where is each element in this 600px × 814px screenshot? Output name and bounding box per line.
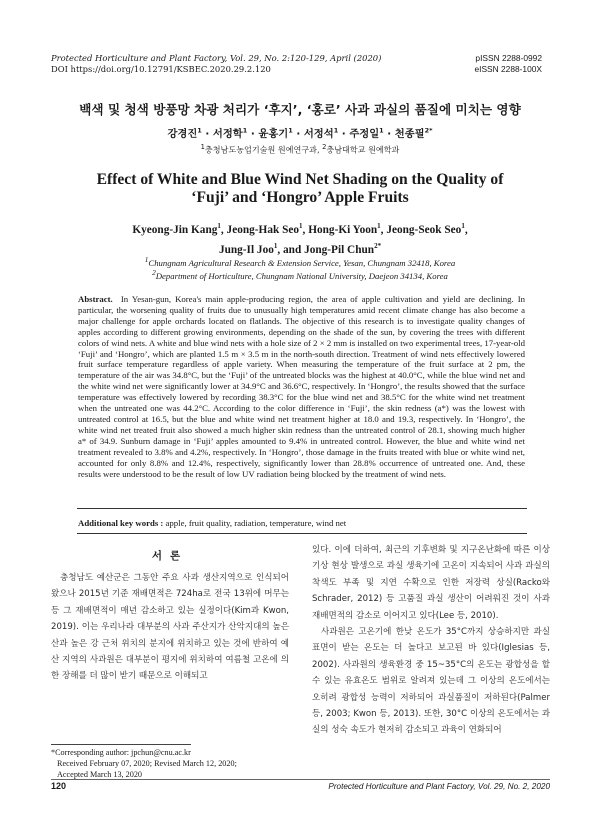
keywords-top-rule <box>77 508 527 509</box>
english-title <box>40 171 560 207</box>
author-separator: , <box>380 223 387 236</box>
korean-author-name: 강경진 <box>167 128 198 140</box>
author-separator: , <box>464 223 468 236</box>
author-affil-sup: 1 <box>377 222 381 230</box>
received-dates: Received February 07, 2020; Revised March 12, 2020; <box>57 758 237 768</box>
body-paragraph: 있다. 이에 더하여, 최근의 기후변화 및 지구온난화에 따른 이상기상 현상 발생으로 과실 생육기에 고온이 지속되어 사과 과실의 착색도 부족 및 지연 수확으로 인한 저장력 상실(Racko와 Schrader, 2012) 등 고품질 과실 생산이 어려워진 것이 사과 재배면적의 감소로 이어지고 있다(Lee 등, 2010). <box>312 545 550 621</box>
body-left-column <box>51 570 289 685</box>
body-paragraph: 사과원은 고온기에 한낮 온도가 35°C까지 상승하지만 과실 표면이 받는 온도는 더 높다고 보고된 바 있다(Iglesias 등, 2002). 사과원의 생육환경 중 15~35°C의 온도는 광합성을 할 수 있는 유효온도 범위로 알려져 있는데 그 이상의 온도에서는 오히려 광합성 능력이 저하되어 과실품질이 저하된다(Palmer 등, 2003; Kwon 등, 2013). 또한, 30°C 이상의 온도에서는 과실의 성숙 속도가 현저히 감소되고 과육이 연화되어 <box>312 627 550 736</box>
affil-sup: 2 <box>152 269 156 278</box>
footnotes <box>51 748 237 780</box>
author-affil-sup: 1 <box>379 126 384 135</box>
korean-title: 백색 및 청색 방풍망 차광 처리가 ‘후지’, ‘홍로’ 사과 과실의 품질에 미치는 영향 <box>79 102 521 117</box>
corresponding-author: *Corresponding author: jpchun@cnu.ac.kr <box>51 748 191 757</box>
author-separator: · <box>338 128 350 140</box>
author-separator: · <box>201 128 213 140</box>
english-authors <box>40 218 560 258</box>
english-author-name: Kyeong-Jin Kang <box>132 223 218 236</box>
abstract-label: Abstract. <box>78 294 113 304</box>
korean-affiliations <box>0 143 600 156</box>
english-title-line-2: ‘Fuji’ and ‘Hongro’ Apple Fruits <box>191 189 409 206</box>
affil-sup: 1 <box>200 143 205 151</box>
eissn: eISSN 2288-100X <box>474 64 542 74</box>
author-affil-sup: 1 <box>461 222 465 230</box>
author-affil-sup: 1 <box>288 126 293 135</box>
korean-affil-1: 충청남도농업기술원 원예연구과, <box>204 144 323 155</box>
korean-author-name: 서정석 <box>303 128 334 140</box>
english-author-name: Jung-Il Joo <box>218 243 274 256</box>
keywords <box>78 518 346 528</box>
footer-journal: Protected Horticulture and Plant Factory, Vol. 29, No. 2, 2020 <box>328 782 550 791</box>
abstract <box>78 294 525 479</box>
korean-author-name: 주정일 <box>349 128 380 140</box>
pissn: pISSN 2288-0992 <box>475 53 542 63</box>
keywords-label: Additional key words : <box>78 518 164 528</box>
korean-author-name: 천종필 <box>394 128 425 140</box>
author-separator: , <box>220 223 227 236</box>
english-author-name: Jong-Pil Chun <box>304 243 375 256</box>
affil-sup: 1 <box>144 256 149 264</box>
english-authors-line-1 <box>40 218 560 238</box>
author-affil-sup: 1 <box>299 222 303 230</box>
english-author-name: Hong-Ki Yoon <box>308 223 378 236</box>
author-separator: · <box>292 128 304 140</box>
author-separator: · <box>247 128 259 140</box>
korean-author-name: 서정학 <box>212 128 243 140</box>
author-affil-sup: 2* <box>424 126 433 135</box>
author-affil-sup: 1 <box>197 126 202 135</box>
issn-block <box>474 53 542 75</box>
section-title-introduction: 서론 <box>151 550 189 562</box>
abstract-text: In Yesan-gun, Korea's main apple-producing region, the area of apple cultivation and yield are declining. In particular, the worsening quality of fruits due to unusually high temperatures amid recent climate change has also become a major challenge for apple orchards located on flatlands. The objective of this research is to investigate quality changes of apples according to different growing environments, depending on the shade of the sun, by covering the trees with different colors of wind nets. A white and blue wind nets with a hole size of 2 × 2 mm is installed on two experimental trees, 17-year-old ‘Fuji’ and ‘Hongro’, which are planted 1.5 m × 3.5 m in the north-south direction. Treatment of wind nets effectively lowered fruit surface temperature regardless of apple variety. When measuring the temperature of the fruit surface at 2 pm, the temperature of the air was 34.8°C, but the ‘Fuji’ of the untreated blocks was the highest at 40.0°C, while the blue wind net and the white wind net were significantly lower at 34.9°C and 36.6°C, respectively. In ‘Hongro’, the results showed that the surface temperature was effectively lowered by recording 38.3°C for the blue wind net and 38.5°C for the white wind net treatment when the untreated one was 44.2°C. According to the color difference in ‘Fuji’, the skin redness (a*) was the lowest with untreated control at 16.5, but the blue and white wind net treatment higher at 18.0 and 19.3, respectively. In ‘Hongro’, the white wind net treated fruit also showed a much higher skin redness than the untreated control of 28.1, showing much higher a* of 34.9. Sunburn damage in ‘Fuji’ apples amounted to 9.4% in untreated control. However, the blue and white wind net treatment revealed to 3.8% and 4.2%, respectively. In ‘Hongro’, those damage in the fruits treated with blue or white wind net, accounted for only 8.8% and 12.4%, respectively, significantly lower than 28.8% occurrence of untreated one. And, these results were understood to be the result of low UV radiation being blocked by the treatment of wind nets. <box>78 294 526 479</box>
affil-sup: 2 <box>322 143 327 151</box>
korean-affil-2: 충남대학교 원예학과 <box>326 144 400 155</box>
author-affil-sup: 1 <box>217 222 221 230</box>
journal-citation: Protected Horticulture and Plant Factory, Vol. 29, No. 2:120-129, April (2020) <box>51 53 382 63</box>
doi-link[interactable]: DOI https://doi.org/10.12791/KSBEC.2020.29.2.120 <box>51 64 271 74</box>
english-affil-2 <box>40 268 560 281</box>
keywords-bottom-rule <box>77 533 527 534</box>
accepted-date: Accepted March 13, 2020 <box>57 769 143 779</box>
korean-author-name: 윤홍기 <box>258 128 289 140</box>
author-affil-sup: 1 <box>242 126 248 135</box>
english-affiliations <box>40 255 560 282</box>
author-separator: , <box>302 223 309 236</box>
author-affil-sup: 2* <box>374 241 382 250</box>
author-separator: · <box>383 128 395 140</box>
body-right-column <box>312 542 550 739</box>
author-affil-sup: 1 <box>273 241 278 250</box>
korean-authors <box>0 125 600 140</box>
keywords-text: apple, fruit quality, radiation, temperature, wind net <box>163 518 347 528</box>
body-paragraph: 충청남도 예산군은 그동안 주요 사과 생산지역으로 인식되어 왔으나 2015년 기준 재배면적은 724ha로 전국 13위에 머무는 등 그 재배면적이 매년 감소하고 있는 실정이다(Kim과 Kwon, 2019). 이는 우리나라 대부분의 사과 주산지가 산악지대의 높은 산과 높은 강 근처 위치의 분지에 위치하고 있는 것에 반하여 예산 지역의 사과원은 대부분이 평지에 위치하여 여름철 고온에 의한 장해를 더 많이 받기 때문으로 이해되고 <box>51 573 289 682</box>
english-affil-2-text: Department of Horticulture, Chungnam National University, Daejeon 34134, Korea <box>155 271 448 282</box>
english-author-name: Jeong-Seok Seo <box>386 223 462 236</box>
author-separator: , and <box>277 243 305 256</box>
journal-header <box>51 53 381 75</box>
footnote-rule <box>51 744 191 745</box>
english-affil-1-text: Chungnam Agricultural Research & Extension Service, Yesan, Chungnam 32418, Korea <box>148 257 456 268</box>
english-title-line-1: Effect of White and Blue Wind Net Shading on the Quality of <box>96 171 504 188</box>
footer-rule <box>51 779 550 780</box>
author-affil-sup: 1 <box>333 126 339 135</box>
english-affil-1 <box>40 255 560 268</box>
page-number: 120 <box>51 781 67 791</box>
english-author-name: Jeong-Hak Seo <box>226 223 300 236</box>
